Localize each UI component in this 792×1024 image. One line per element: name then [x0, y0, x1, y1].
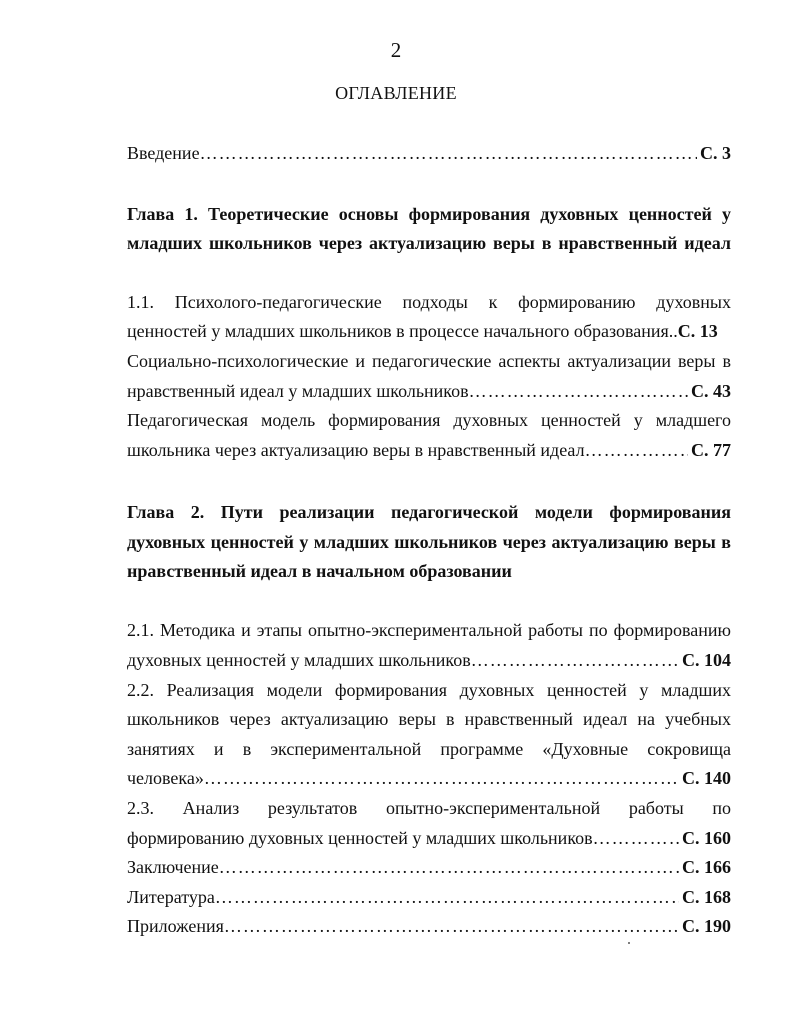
- chapter1-heading-line2: младших школьников через актуализацию веры в нравственный идеал: [127, 233, 731, 253]
- toc-entry-2-1-line1: 2.1. Методика и этапы опытно-экспериментальной работы по формированию: [127, 620, 731, 640]
- toc-entry-1-1: [127, 321, 731, 343]
- toc-entry-literature: [127, 887, 731, 909]
- leader-dots: [224, 916, 679, 936]
- toc-entry-2-3: [127, 828, 731, 850]
- leader-dots: [593, 828, 679, 848]
- toc-entry-2-2-line3: занятиях и в экспериментальной программе «Духовные сокровища: [127, 739, 731, 759]
- toc-entry-1-2-line1: Социально-психологические и педагогические аспекты актуализации веры в: [127, 351, 731, 371]
- leader-dots: [585, 440, 688, 460]
- toc-page: С. 160: [682, 828, 731, 848]
- toc-page: С. 168: [682, 887, 731, 907]
- chapter2-heading-line1: Глава 2. Пути реализации педагогической модели формирования: [127, 502, 731, 522]
- toc-label: Приложения: [127, 916, 224, 936]
- toc-entry-1-2: [127, 381, 731, 403]
- toc-entry-1-3-line1: Педагогическая модель формирования духовных ценностей у младшего: [127, 410, 731, 430]
- toc-page: С. 3: [700, 143, 731, 163]
- toc-entry-1-1-line1: 1.1. Психолого-педагогические подходы к формированию духовных: [127, 292, 731, 312]
- toc-label: духовных ценностей у младших школьников: [127, 650, 471, 670]
- leader-dots: [204, 768, 679, 788]
- toc-page: С. 43: [691, 381, 731, 401]
- toc-entry-intro: [127, 143, 731, 165]
- toc-label: школьника через актуализацию веры в нравственный идеал: [127, 440, 585, 460]
- leader-dots: [200, 143, 697, 163]
- toc-entry-conclusion: [127, 857, 731, 879]
- toc-entry-2-1: [127, 650, 731, 672]
- toc-page: С. 77: [691, 440, 731, 460]
- toc-entry-2-2-line2: школьников через актуализацию веры в нравственный идеал на учебных: [127, 709, 731, 729]
- toc-label: Литература: [127, 887, 215, 907]
- toc-page: С. 13: [677, 321, 718, 341]
- toc-entry-appendix: [127, 916, 731, 938]
- leader-dots: [215, 887, 679, 907]
- toc-page: С. 166: [682, 857, 731, 877]
- chapter2-heading-line2: духовных ценностей у младших школьников через актуализацию веры в: [127, 532, 731, 552]
- toc-label: Заключение: [127, 857, 219, 877]
- toc-label: нравственный идеал у младших школьников: [127, 381, 469, 401]
- page-title: ОГЛАВЛЕНИЕ: [335, 83, 457, 103]
- chapter1-heading-line1: Глава 1. Теоретические основы формирования духовных ценностей у: [127, 204, 731, 224]
- toc-label: формированию духовных ценностей у младших школьников: [127, 828, 593, 848]
- toc-label: Введение: [127, 143, 200, 163]
- toc-entry-2-2-line1: 2.2. Реализация модели формирования духовных ценностей у младших: [127, 680, 731, 700]
- toc-page: С. 190: [682, 916, 731, 936]
- leader-dots: [471, 650, 679, 670]
- toc-entry-2-3-line1: 2.3. Анализ результатов опытно-экспериментальной работы по: [127, 798, 731, 818]
- toc-page: С. 140: [682, 768, 731, 788]
- scan-speck: [628, 942, 630, 944]
- leader-dots: [469, 381, 688, 401]
- toc-entry-2-2: [127, 768, 731, 790]
- toc-page: С. 104: [682, 650, 731, 670]
- toc-label: человека»: [127, 768, 204, 788]
- chapter2-heading-line3: нравственный идеал в начальном образовании: [127, 561, 512, 581]
- toc-entry-1-3: [127, 440, 731, 462]
- leader-dots: [219, 857, 679, 877]
- toc-label: ценностей у младших школьников в процессе начального образования..: [127, 321, 678, 341]
- page-number: 2: [390, 38, 402, 62]
